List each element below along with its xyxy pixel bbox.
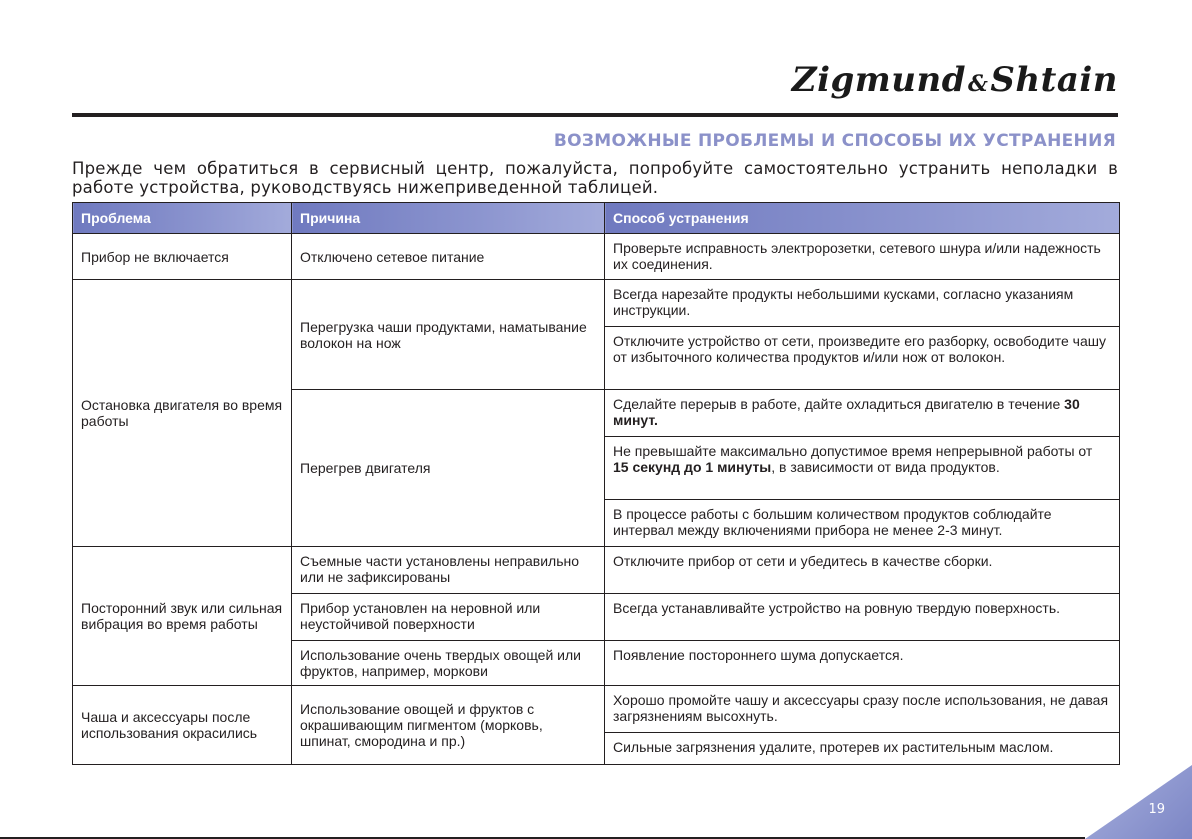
header-cause: Причина <box>292 203 605 234</box>
cause-cell: Отключено сетевое питание <box>292 234 605 280</box>
brand-name-left: Zigmund <box>791 60 966 100</box>
table-row <box>73 234 1120 280</box>
problem-cell: Посторонний звук или сильная вибрация во время работы <box>73 547 292 686</box>
table-row <box>73 280 1120 327</box>
solution-cell: Всегда устанавливайте устройство на ровную твердую поверхность. <box>605 594 1120 641</box>
highlight-duration: 30 минут. <box>613 396 1080 428</box>
brand-logo <box>792 60 1118 100</box>
problem-cell: Чаша и аксессуары после использования окрасились <box>73 686 292 765</box>
solution-cell <box>605 437 1120 500</box>
solution-text: Сделайте перерыв в работе, дайте охладиться двигателю в течение <box>613 396 1065 412</box>
problem-cell: Прибор не включается <box>73 234 292 280</box>
solution-cell: Сильные загрязнения удалите, протерев их растительным маслом. <box>605 733 1120 765</box>
page-number: 19 <box>1148 802 1165 817</box>
solution-text: Не превышайте максимально допустимое время непрерывной работы от <box>613 443 1093 459</box>
top-divider <box>72 113 1118 117</box>
troubleshooting-table <box>72 202 1120 765</box>
intro-paragraph: Прежде чем обратиться в сервисный центр, пожалуйста, попробуйте самостоятельно устранить неполадки в работе устройства, руководствуясь нижеприведенной таблицей. <box>72 159 1118 197</box>
solution-cell: Всегда нарезайте продукты небольшими кусками, согласно указаниям инструкции. <box>605 280 1120 327</box>
header-solution: Способ устранения <box>605 203 1120 234</box>
cause-cell: Перегрузка чаши продуктами, наматывание волокон на нож <box>292 280 605 390</box>
solution-cell: Хорошо промойте чашу и аксессуары сразу после использования, не давая загрязнениям высохнуть. <box>605 686 1120 733</box>
header-problem: Проблема <box>73 203 292 234</box>
cause-cell: Использование очень твердых овощей или фруктов, например, моркови <box>292 641 605 686</box>
solution-cell: Отключите устройство от сети, произведите его разборку, освободите чашу от избыточного количества продуктов и/или нож от волокон. <box>605 327 1120 390</box>
brand-ampersand: & <box>967 71 989 97</box>
cause-cell: Использование овощей и фруктов с окрашивающим пигментом (морковь, шпинат, смородина и пр.) <box>292 686 605 765</box>
solution-cell: Проверьте исправность электророзетки, сетевого шнура и/или надежность их соединения. <box>605 234 1120 280</box>
solution-cell: В процессе работы с большим количеством продуктов соблюдайте интервал между включениями прибора не менее 2-3 минут. <box>605 500 1120 547</box>
table-row <box>73 547 1120 594</box>
solution-text: , в зависимости от вида продуктов. <box>771 459 1000 475</box>
solution-cell: Появление постороннего шума допускается. <box>605 641 1120 686</box>
brand-name-right: Shtain <box>990 60 1118 100</box>
cause-cell: Прибор установлен на неровной или неустойчивой поверхности <box>292 594 605 641</box>
section-title: ВОЗМОЖНЫЕ ПРОБЛЕМЫ И СПОСОБЫ ИХ УСТРАНЕНИЯ <box>553 131 1116 151</box>
cause-cell: Перегрев двигателя <box>292 390 605 547</box>
page-corner-decoration <box>1085 765 1192 839</box>
problem-cell: Остановка двигателя во время работы <box>73 280 292 547</box>
table-header-row <box>73 203 1120 234</box>
cause-cell: Съемные части установлены неправильно или не зафиксированы <box>292 547 605 594</box>
table-row <box>73 686 1120 733</box>
solution-cell <box>605 390 1120 437</box>
solution-cell: Отключите прибор от сети и убедитесь в качестве сборки. <box>605 547 1120 594</box>
highlight-time-range: 15 секунд до 1 минуты <box>613 459 772 475</box>
